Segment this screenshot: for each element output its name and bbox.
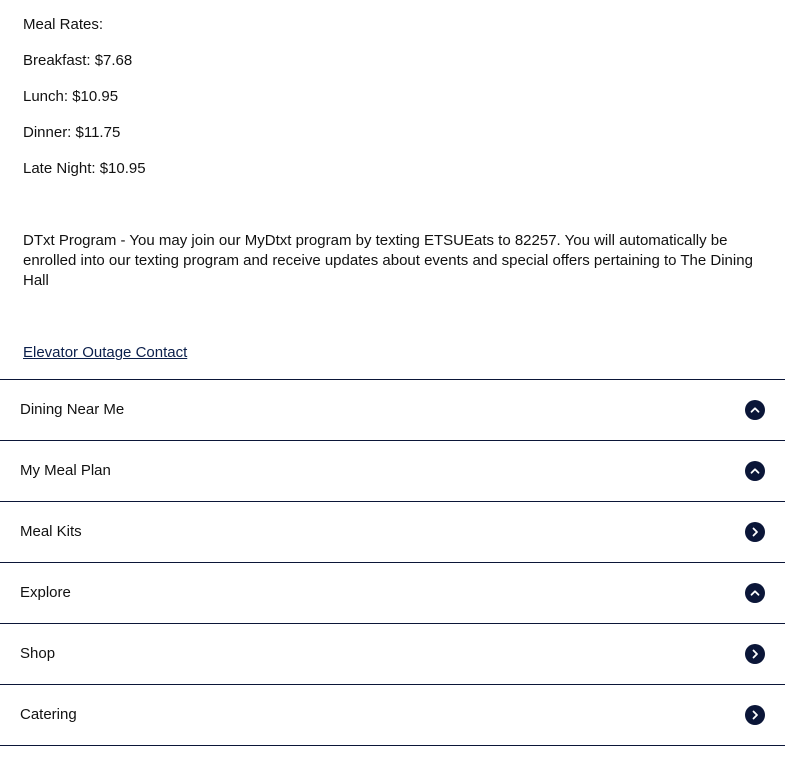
accordion-item-dining-near-me[interactable] (0, 380, 785, 441)
lunch-rate: Lunch: $10.95 (23, 88, 119, 105)
chevron-right-icon[interactable] (745, 522, 765, 542)
chevron-right-icon[interactable] (745, 644, 765, 664)
accordion-item-label: Catering (20, 706, 77, 723)
late-night-rate: Late Night: $10.95 (23, 160, 146, 177)
meal-rates-heading: Meal Rates: (23, 16, 104, 33)
accordion-item-my-meal-plan[interactable] (0, 441, 785, 502)
chevron-up-icon[interactable] (745, 583, 765, 603)
accordion-item-meal-kits[interactable] (0, 502, 785, 563)
accordion-item-label: Shop (20, 645, 56, 662)
accordion-item-label: Dining Near Me (20, 401, 125, 418)
dtxt-program-text: DTxt Program - You may join our MyDtxt program by texting ETSUEats to 82257. You will automatically be enrolled into our texting program and receive updates about events and special offers pertaining to The Dining Hall (23, 232, 753, 289)
breakfast-rate: Breakfast: $7.68 (23, 52, 133, 69)
accordion-item-catering[interactable] (0, 685, 785, 746)
accordion-item-shop[interactable] (0, 624, 785, 685)
chevron-up-icon[interactable] (745, 461, 765, 481)
elevator-outage-contact-link[interactable]: Elevator Outage Contact (23, 344, 188, 361)
accordion-item-label: Explore (20, 584, 71, 601)
accordion-item-label: Meal Kits (20, 523, 82, 540)
chevron-up-icon[interactable] (745, 400, 765, 420)
dinner-rate: Dinner: $11.75 (23, 124, 121, 141)
accordion-item-label: My Meal Plan (20, 462, 111, 479)
chevron-right-icon[interactable] (745, 705, 765, 725)
accordion-item-explore[interactable] (0, 563, 785, 624)
accordion-menu (0, 379, 785, 746)
